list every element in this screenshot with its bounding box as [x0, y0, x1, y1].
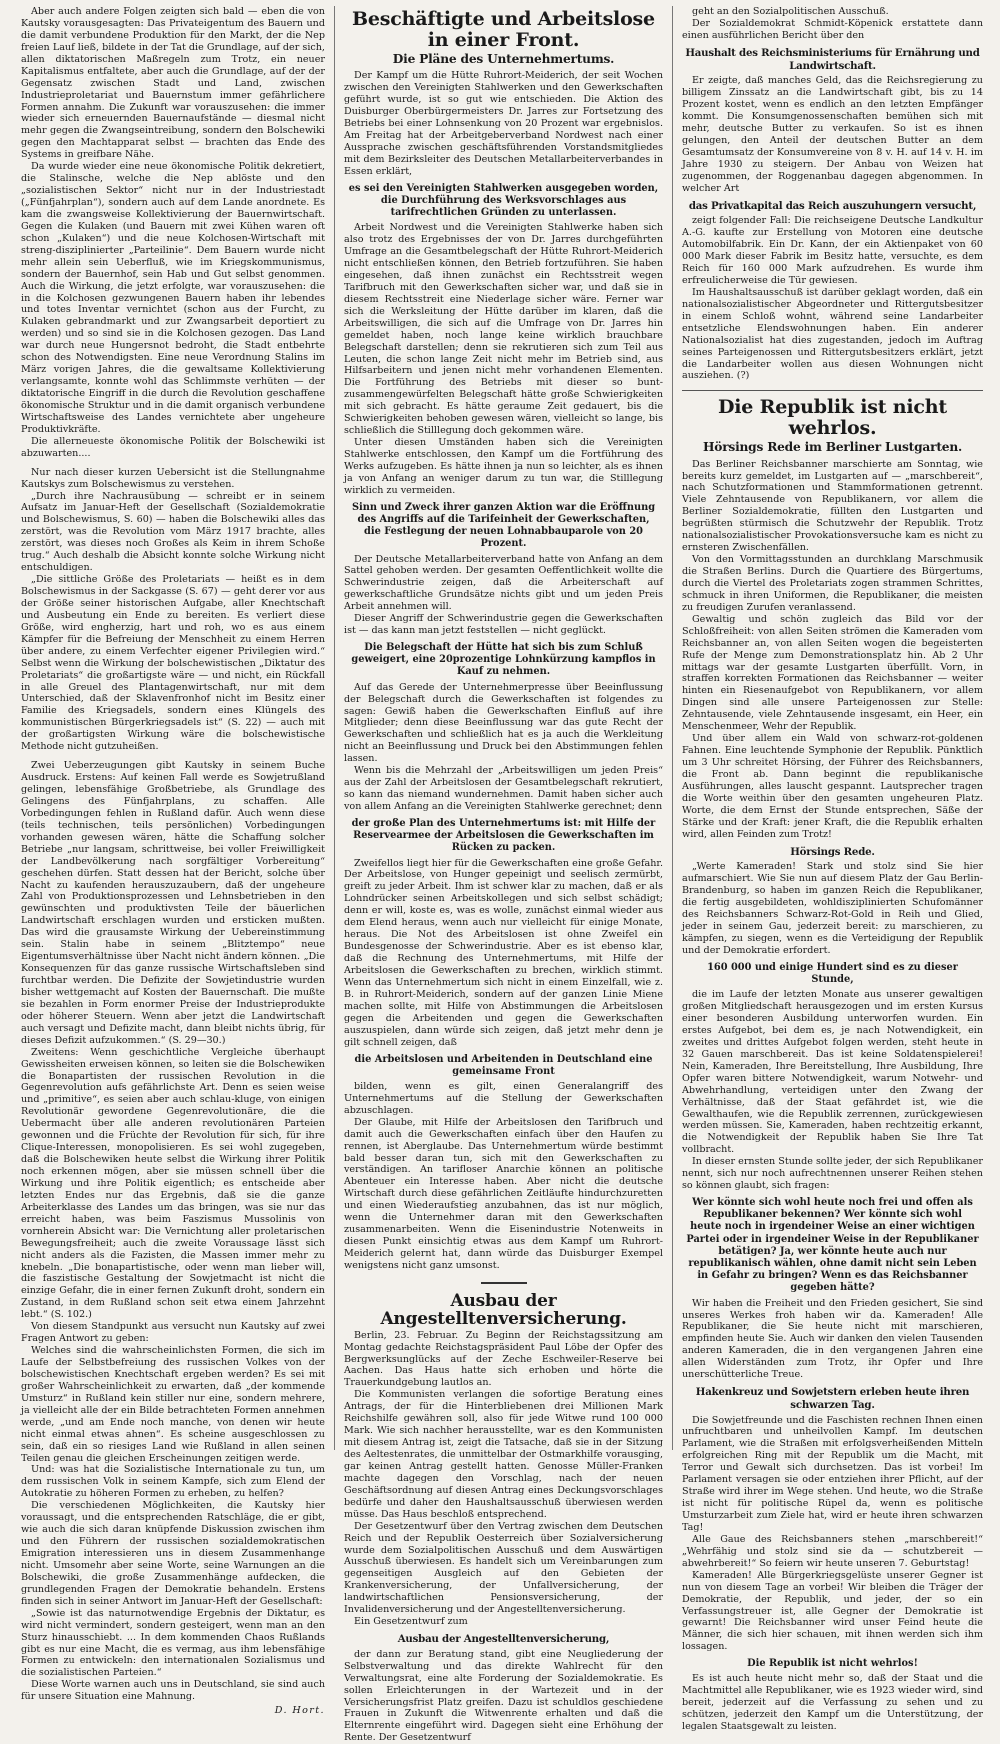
- paragraph: Der Kampf um die Hütte Ruhrort-Meiderich, der seit Wochen zwischen den Vereinigten Stahlwerken und den Gewerkschaften geführt wurde, ist so gut wie entschieden. Die Aktion des Duisburger Oberbürgermeisters Dr. Jarres zur Fortsetzung des Betriebs bei einer Lohnsenkung von 20 Prozent war ergebnislos. Am Freitag hat der Arbeitgeberverband Nordwest nach einer Aussprache zwischen geschäftsführenden Vorstandsmitgliedes mit dem Bezirksleiter des Deutschen Metallarbeiterverbandes in Essen erklärt,: [344, 70, 663, 177]
- paragraph: Der Sozialdemokrat Schmidt-Köpenick erstattete dann einen ausführlichen Bericht über den: [682, 17, 983, 41]
- paragraph: Unter diesen Umständen haben sich die Vereinigten Stahlwerke entschlossen, den Kampf um die Fortführung des Werks aufzugeben. Es hätte ihnen ja nun so leichter, als es ihnen ja von Anfang an weniger darum zu tun war, die Stilllegung wirklich zu vermeiden.: [344, 437, 663, 496]
- column-left: [12, 6, 334, 1717]
- paragraph: Wenn bis die Mehrzahl der „Arbeitswilligen um jeden Preis“ aus der Zahl der Arbeitslosen der Gesamtbelegschaft rekrutiert, so kann das niemand wundernehmen. Damit haben sicher auch von allem Anfang an die Vereinigten Stahlwerke gerechnet; denn: [344, 765, 663, 813]
- article-subheadline: Ausbau der Angestelltenversicherung,: [397, 1633, 610, 1646]
- paragraph: Zwei Ueberzeugungen gibt Kautsky in seinem Buche Ausdruck. Erstens: Auf keinen Fall werde es Sowjetrußland gelingen, lebensfähige Großbetriebe, als Grundlage des Gelingens des Fünfjahrplans, zu schaffen. Alle Vorbedingungen fehlen in Rußland dafür. Auch wenn diese (teils technischen, teils persönlichen) Vorbedingungen vorhanden gewesen wären, hätte die Schaffung solcher Betriebe „nur langsam, schrittweise, bei voller Freiwilligkeit der Landbevölkerung nach sorgfältiger Vorbereitung“ geschehen dürfen. Statt dessen hat der Bericht, solche über Nacht zu kaufenden herauszuzaubern, daß der ungeheure Zahl von Produktionsprozessen und Lehnsbetrieben in den gewünschten und produktivsten Teile der bäuerlichen Landwirtschaft erschlagen wurden und ersticken mußten. Das wird die grausamste Wirkung der Uebereinstimmung sein. Stalin habe in seinem „Blitztempo“ neue Eigentumsverhältnisse über Nacht nicht ändern können. „Die Konsequenzen für das ganze russische Wirtschaftsleben sind furchtbar werden. Die Defizite der Sowjetindustrie wurden bisher wettgemacht auf Kosten der Bauernschaft. Die mußte sie bezahlen in Form enormer Preise der Industrieprodukte oder höherer Steuern. Wenn aber jetzt die Landwirtschaft auch versagt und Defizite macht, dann bleibt nichts übrig, für dieses Defizit aufzukommen.“ (S. 29—30.): [21, 760, 325, 1046]
- section-subheadline: Hakenkreuz und Sowjetstern erleben heute ihren schwarzen Tag.: [695, 1386, 970, 1411]
- paragraph: Und: was hat die Sozialistische Internationale zu tun, um dem russischen Volk in seinem Kampfe, sich zum Elend der Autokratie zu höheren Formen zu erheben, zu helfen?: [21, 1464, 325, 1500]
- article-subheadline: Die Pläne des Unternehmertums.: [392, 52, 615, 67]
- paragraph: Arbeit Nordwest und die Vereinigten Stahlwerke haben sich also trotz des Ergebnisses der von Dr. Jarres durchgeführten Umfrage an die Gesamtbelegschaft der Hütte Ruhrort-Meiderich nicht entschließen können, den Betrieb fortzuführen. Sie haben eingesehen, daß ihnen zunächst ein Rechtsstreit wegen Tarifbruch mit den Gewerkschaften sicher war, und daß sie in diesem Rechtsstreit eine Niederlage sicher wäre. Ferner war sich die Werksleitung der Hütte darüber im klaren, daß die Arbeitswilligen, die sich auf die Umfrage von Dr. Jarres hin gemeldet haben, noch lange keine wirklich brauchbare Belegschaft darstellen; denn sie rekrutieren sich zum Teil aus Leuten, die schon lange Zeit nicht mehr im Betrieb sind, aus Hilfsarbeitern und jenen nicht mehr vorhandenen Elementen. Die Fortführung des Betriebs mit dieser so bunt-zusammengewürfelten Belegschaft hätte große Schwierigkeiten mit sich gebracht. Es hätte geraume Zeit gedauert, bis die Schwierigkeiten behoben gewesen wären, vielleicht so lange, bis schließlich die Stilllegung doch gekommen wäre.: [344, 222, 663, 437]
- paragraph: geht an den Sozialpolitischen Ausschuß.: [692, 6, 889, 17]
- paragraph: Zweifellos liegt hier für die Gewerkschaften eine große Gefahr. Der Arbeitslose, von Hunger gepeinigt und seelisch zermürbt, greift zu jeder Arbeit. Ihm ist schwer klar zu machen, daß er als Lohndrücker seinen Arbeitskollegen und sich selbst schädigt; denn er will, koste es, was es wolle, zunächst einmal wieder aus dem Elend heraus, wenn auch nur vielleicht für einige Monate, heraus. Die Not des Arbeitslosen ist ohne Zweifel ein Bundesgenosse der Schwerindustrie. Aber es ist ebenso klar, daß die Rechnung des Unternehmertums, mit Hilfe der Arbeitslosen die Gewerkschaften zu brechen, wirklich stimmt. Wenn das Unternehmertum sich nicht in einem Einzelfall, wie z. B. in Ruhrort-Meiderich, sondern auf der ganzen Linie Miene machen sollte, mit Hilfe von Abstimmungen die Arbeitslosen gegen die Arbeitenden und gegen die Gewerkschaften auszuspielen, dann würde sich zeigen, daß jetzt mehr denn je gilt schnell zeigen, daß: [344, 857, 663, 1048]
- paragraph: In dieser ernsten Stunde sollte jeder, der sich Republikaner nennt, sich nur noch aufrechtnennen unserer Reihen stehen so können glaubt, sich fragen:: [682, 1156, 983, 1192]
- paragraph: Alle Gaue des Reichsbanners stehen „marschbereit!“ „Wehrfähig und stolz sind sie da — schutzbereit — abwehrbereit!“ So feiern wir heute unseren 7. Geburtstag!: [682, 1533, 983, 1569]
- paragraph: Die Kommunisten verlangen die sofortige Beratung eines Antrags, der für die Hinterbliebenen drei Millionen Mark Reichshilfe gewähren soll, also für jede Witwe rund 100 000 Mark. Wie sich nachher herausstellte, war es den Kommunisten mit diesem Antrag ist, zeigt die Tatsache, daß sie in der Sitzung des Aeltestenrates, die unmittelbar der Ostmarkhilfe vorausging, gar keinen Antrag gestellt hatten. Genosse Müller-Franken machte dagegen den Vorschlag, nach der neuen Geschäftsordnung auf diesen Antrag eines Deckungsvorschlages bedürfe und daher den Haushaltsausschuß überwiesen werden müsse. Das Haus beschloß entsprechend.: [344, 1389, 663, 1520]
- paragraph: Und über allem ein Wald von schwarz-rot-goldenen Fahnen. Eine leuchtende Symphonie der Republik. Pünktlich um 3 Uhr schreitet Hörsing, der Führer des Reichsbanners, die Front ab. Dann beginnt die republikanische Ausführungen, alles lauscht gespannt. Lautsprecher tragen die Worte weithin über den gesamten ungeheuren Platz. Worte, die dem Ernst der Stunde entsprechen, Säße der Stärke und der Kraft: jener Kraft, die die Republik erhalten wird, allen Feinden zum Trotz!: [682, 733, 983, 840]
- paragraph: Aber auch andere Folgen zeigten sich bald — eben die von Kautsky vorausgesagten: Das Privateigentum des Bauern und die damit verbundene Produktion für den Markt, der die Nep freien Lauf ließ, bildete in der Tat die Grundlage, auf der sich, allen diktatorischen Maßregeln zum Trotz, ein neuer Kapitalismus entfaltete, aber auch die Grundlage, auf der der Gegensatz zwischen Stadt und Land, zwischen Industrieproletariat und Bauernstum immer gefährlichere Formen annahm. Die Zukunft war vorauszusehen: die immer wieder sich erneuernden Bauernaufstände — diesmal nicht mehr gegen die Zwangseintreibung, sondern den Bolschewiki gegen den Machtapparat selbst — brachten das Ende des Systems in greifbare Nähe.: [21, 6, 325, 161]
- paragraph: bilden, wenn es gilt, einen Generalangriff des Unternehmertums auf die Stellung der Gewerkschaften abzuschlagen.: [344, 1080, 663, 1116]
- column-right: [672, 6, 992, 1733]
- paragraph: Dieser Angriff der Schwerindustrie gegen die Gewerkschaften ist — das kann man jetzt feststellen — nicht geglückt.: [344, 613, 663, 637]
- paragraph: Welches sind die wahrscheinlichsten Formen, die sich im Laufe der Selbstbefreiung des russischen Volkes von der bolschewistischen Knechtschaft ergeben werden? Es sei mit großer Wahrscheinlichkeit zu erwarten, daß „der kommende Umsturz“ in Rußland kein stiller nur eine, sondern mehrere, ja vielleicht alle der ein Bilde betrachteten Formen annehmen werde, „und am Ende noch manche, von denen wir heute nicht einmal etwas ahnen“. Es scheine ausgeschlossen zu sein, daß ein so riesiges Land wie Rußland in allen seinen Teilen genau die gleichen Erscheinungen zeitigen werde.: [21, 1345, 325, 1464]
- paragraph: Diese Worte warnen auch uns in Deutschland, sie sind auch für unsere Situation eine Mahnung.: [21, 1679, 325, 1703]
- paragraph: Kameraden! Alle Bürgerkriegsgelüste unserer Gegner ist nun von diesem Tage an vorbei! Wir bleiben die Träger der Demokratie, der Republik, und jeder, der so ein Verfassungstreuer ist, alle Gegner der Demokratie ist gewarnt! Die Reichsbanner wird unser Feind heute die Männer, die sich hier schauen, mit ihnen werden sich ihm lossagen.: [682, 1569, 983, 1653]
- paragraph: Wir haben die Freiheit und den Frieden gesichert, Sie sind unseres Werkes froh haben wir da. Kameraden! Alle Republikaner, die Sie heute nicht mit marschieren, empfinden heute Sie. Auch wir danken den vielen Tausenden anderen Kameraden, die in den vergangenen Jahren eine allen Widerständen zum Trotz, ihr Opfer und Ihre unerschütterliche Treue.: [682, 1297, 983, 1381]
- paragraph: Ein Gesetzentwurf zum: [354, 1616, 468, 1628]
- paragraph: Da wurde wieder eine neue ökonomische Politik dekretiert, die Stalinsche, welche die Nep ablöste und den „sozialistischen Sektor“ nicht nur in der Industriestadt („Fünfjahrplan“), sondern auch auf dem Lande anordnete. Es kam die zwangsweise Kollektivierung der Bauernwirtschaft. Gegen die Kulaken (und Bauern mit zwei Kühen waren oft schon „Kulaken“) und die neue Kolchosen-Wirtschaft mit streng-disziplinierter „Parteilinie“. Dem Bauern wurde nicht mehr allein sein Ueberfluß, wie im Kriegskommunismus, sondern der Bauernhof, sein Hab und Gut selbst genommen. Auch die Wirkung, die jetzt erfolgte, war vorauszusehen: die in die Kolchosen gezwungenen Bauern haben ihr lebendes und totes Inventar vernichtet (schon aus der Furcht, zu Kulaken gebrandmarkt und zur Zwangsarbeit deportiert zu werden) und so sind sie in die Kolchosen gezogen. Das Land war durch neue Hungersnot bedroht, die Stadt entbehrte schon des Notwendigsten. Eine neue Verordnung Stalins im März vorigen Jahres, die die gewaltsame Kollektivierung verlangsamte, konnte wohl das Schlimmste verhüten — der diktatorische Eingriff in die durch die Revolution geschaffene ökonomische Struktur und in die damit organisch verbundene Wirtschaftsweise des Landes vernichtete aber ungeheure Produktivkräfte.: [21, 161, 325, 435]
- paragraph: Zweitens: Wenn geschichtliche Vergleiche überhaupt Gewissheiten erweisen können, so leiten sie die Bolschewiken die Bonapartisten der russischen Revolution in die Gegenrevolution aufs gefährlichste Art. Denn es seien weise und „primitive“, es seien aber auch schlau-kluge, von einigen Revolutionär gewordene Gegenrevolutionäre, die die Uebermacht über alle anderen revolutionären Parteien gewonnen und die Früchte der Revolution für sich, für ihre Clique-Interessen, monopolisieren. Es sei wohl zugegeben, daß die Bolschewiken heute selbst die Wirkung ihrer Politik noch erkennen mögen, aber sie müssen schnell über die Wirkung und ihre Politik eigentlich; es entscheide aber letzten Endes nur das Ergebnis, daß sie die ganze Arbeiterklasse des Landes um das bringen, was sie nur das erreicht haben, was beim Faszismus Mussolinis von vornherein Absicht war: Die Vernichtung aller proletarischen Bewegungsfreiheit; auch die zweite Voraussage lässt sich nicht anders als die Fazisten, die Massen immer mehr zu knebeln. „Die bonapartistische, oder wenn man lieber will, die faszistische Gestaltung der Sowjetmacht ist nicht die einzige Gefahr, die in einer fernen Zukunft droht, sondern ein Zustand, in dem Rußland schon seit etwa einem Jahrzehnt lebt.“ (S. 102.): [21, 1046, 325, 1321]
- article-headline: Die Republik ist nicht wehrlos.: [718, 396, 947, 439]
- paragraph: die im Laufe der letzten Monate aus unserer gewaltigen großen Mitgliedschaft herausgezogen und im ersten Kursus einer besonderen Ausbildung unterworfen wurden. Ein erstes Aufgebot, bei dem es, je nach Notwendigkeit, ein zweites und drittes Aufgebot folgen werden, steht heute in 32 Gauen marschbereit. Das ist keine Soldatenspielerei! Nein, Kameraden, Ihre Bereitstellung, Ihre Ausbildung, Ihre Opfer waren bittere Notwendigkeit, warum Notwehr- und Abwehrhandlung, verteidigen unter den Zwang der Verhältnisse, daß der Staat gefährdet ist, wie die Gewalthaufen, wie die Republik zerrennen, zurückgewiesen werden müssen. Sie, Kameraden, haben rechtzeitig erkannt, die Notwendigkeit der Republik haben Sie Ihre Tat vollbracht.: [682, 989, 983, 1156]
- emphasis-block: 160 000 und einige Hundert sind es zu dieser Stunde,: [707, 961, 958, 985]
- author-signature: D. Hort.: [274, 1705, 325, 1717]
- section-subheadline: Hörsings Rede.: [790, 845, 875, 858]
- paragraph: Der Deutsche Metallarbeiterverband hatte von Anfang an dem Sattel gehoben werden. Der gesamten Oeffentlichkeit wollte die Schwerindustrie zeigen, daß die Arbeiterschaft auf gewerkschaftliche Grundsätze nichts gibt und um jeden Preis Arbeit annehmen will.: [344, 553, 663, 613]
- emphasis-block: es sei den Vereinigten Stahlwerken ausgegeben worden, die Durchführung des Werksvorschlages aus tarifrechtlichen Gründen zu unterlassen.: [348, 182, 659, 219]
- paragraph: Nur nach dieser kurzen Uebersicht ist die Stellungnahme Kautskys zum Bolschewismus zu verstehen.: [21, 466, 325, 490]
- article-headline: Beschäftigte und Arbeitslose in einer Front.: [352, 8, 655, 51]
- article-subheadline: Hörsings Rede im Berliner Lustgarten.: [702, 440, 963, 455]
- emphasis-block: Sinn und Zweck ihrer ganzen Aktion war die Eröffnung des Angriffs auf die Tarifeinheit der Gewerkschaften, die Festlegung der neuen Lohnabbauparole von 20 Prozent.: [351, 501, 656, 550]
- column-middle: [334, 6, 672, 1744]
- emphasis-block: die Arbeitslosen und Arbeitenden in Deutschland eine gemeinsame Front: [354, 1053, 653, 1077]
- emphasis-block: Die Republik ist nicht wehrlos!: [747, 1658, 918, 1670]
- article-headline: Ausbau der Angestelltenversicherung.: [380, 1290, 627, 1330]
- article-divider: [682, 390, 983, 391]
- paragraph: Es ist auch heute nicht mehr so, daß der Staat und die Machtmittel alle Republikaner, wie es 1923 wieder wird, sind bereit, jederzeit auf die Verfassung zu sehen und zu schützen, jederzeit den Kampf um die Unterstützung, der legalen Staatsgewalt zu leisten.: [682, 1673, 983, 1733]
- paragraph: Von diesem Standpunkt aus versucht nun Kautsky auf zwei Fragen Antwort zu geben:: [21, 1321, 325, 1345]
- paragraph: Der Gesetzentwurf über den Vertrag zwischen dem Deutschen Reich und der Republik Oesterreich über Sozialversicherung wurde dem Sozialpolitischen Ausschuß und dem Auswärtigen Ausschuß überwiesen. Es handelt sich um Vereinbarungen zum gegenseitigen Ausgleich auf den Gebieten der Krankenversicherung, der Unfallversicherung, der landwirtschaftlichen Pensionsversicherung, der Invalidenversicherung und der Angestelltenversicherung.: [344, 1520, 663, 1616]
- emphasis-block: Die Belegschaft der Hütte hat sich bis zum Schluß geweigert, eine 20prozentige Lohnkürzung kampflos in Kauf zu nehmen.: [351, 642, 656, 678]
- paragraph: „Sowie ist das naturnotwendige Ergebnis der Diktatur, es wird nicht vermindert, sondern gesteigert, wenn man an den Sturz hinausschiebt. ... In dem kommenden Chaos Rußlands gibt es nur eine Macht, die es vermag, aus ihm lebensfähige Formen zu entwickeln: den internationalen Sozialismus und die sozialistischen Parteien.“: [21, 1607, 325, 1679]
- paragraph: Von den Vormittagsstunden an durchklang Marschmusik die Straßen Berlins. Durch die Quartiere des Bürgertums, durch die Viertel des Proletariats zogen strammen Schrittes, schmuck in ihren Uniformen, die Republikaner, die meisten zu freudigen Zurufen veranlassend.: [682, 554, 983, 613]
- section-subheadline: Haushalt des Reichsministeriums für Ernährung und Landwirtschaft.: [685, 46, 980, 72]
- paragraph: Auf das Gerede der Unternehmerpresse über Beeinflussung der Belegschaft durch die Gewerkschaften ist folgendes zu sagen: Gewiß haben die Gewerkschaften Einfluß auf ihre Mitglieder; denn diese Beeinflussung war das gute Recht der Gewerkschaften und schließlich hat es ja auch die Werkleitung nicht an Beeinflussung und Druck bei den Abstimmungen fehlen lassen.: [344, 681, 663, 765]
- paragraph: Die verschiedenen Möglichkeiten, die Kautsky hier voraussagt, und die entsprechenden Ratschläge, die er gibt, wie auch die sich daran knüpfende Diskussion zwischen ihm und den Führern der russischen sozialdemokratischen Emigration interessieren uns in diesem Zusammenhange nicht. Umsomehr aber seine Worte, seine Warnungen an die Bolschewiki, die große Zusammenhänge aufdecken, die grundlegenden Fragen der Demokratie behandeln. Erstens finden sich in seiner Antwort im Januar-Heft der Gesellschaft:: [21, 1500, 325, 1607]
- paragraph: „Die sittliche Größe des Proletariats — heißt es in dem Bolschewismus in der Sackgasse (S. 67) — geht derer vor aus der Größe seiner historischen Aufgabe, aller Knechtschaft und Ausbeutung ein Ende zu bereiten. Es verliert diese Größe, wird engherzig, hart und roh, wo es aus einem Kämpfer für die Befreiung der Menschheit zu einem Herren über andere, zu einem Verfechter eigener Privilegien wird.“ Selbst wenn die Wirkung der bolschewistischen „Diktatur des Proletariats“ die großartigste wäre — und nicht, ein Rückfall in alle Greuel des Plantagenwirtschaft, nur mit dem Unterschied, daß der Sklavenfronhof nicht im Besitz einer Familie des Kriegsadels, sondern eines Klüngels des kommunistischen Bürgerkriegsadels ist“ (S. 22) — auch mit der großartigsten Wirkung wäre die bolschewistische Methode nicht gutzuheißen.: [21, 574, 325, 753]
- emphasis-block: Wer könnte sich wohl heute noch frei und offen als Republikaner bekennen? Wer könnte sich wohl heute noch in irgendeiner Weise an einer wichtigen Partei oder in irgendeiner Weise in der Republikaner betätigen? Ja, wer könnte heute auch nur republikanisch wählen, ohne damit nicht sein Leben in Gefahr zu bringen? Wenn es das Reichsbanner gegeben hätte?: [686, 1197, 979, 1294]
- paragraph: Er zeigte, daß manches Geld, das die Reichsregierung zu billigem Zinssatz an die Landwirtschaft gibt, bis zu 14 Prozent kostet, wenn es endlich an den letzten Empfänger kommt. Die Konsumgenossenschaften bemühen sich mit mehr, deutsche Butter zu verkaufen. So ist es ihnen gelungen, den Anteil der deutschen Butter an dem Gesamtumsatz der Konsumvereine von 8 v. H. auf 14 v. H. im Jahre 1930 zu steigern. Der Anbau von Weizen hat zugenommen, der Roggenanbau dagegen abgenommen. In welcher Art: [682, 75, 983, 194]
- paragraph: der dann zur Beratung stand, gibt eine Neugliederung der Selbstverwaltung und das direkte Wahlrecht für den Verwaltungsrat, eine alte Forderung der Sozialdemokratie. Es sollen Erleichterungen in der Wartezeit und in der Versicherungsfrist Platz greifen. Dazu ist schuldlos geschiedene Frauen in Zukunft die Witwenrente erhalten und daß die Elternrente eingeführt wird. Dagegen sieht eine Erhöhung der Rente. Der Gesetzentwurf: [344, 1648, 663, 1744]
- paragraph: Die allerneueste ökonomische Politik der Bolschewiki ist abzuwarten....: [21, 435, 325, 459]
- article-divider: [481, 1282, 527, 1284]
- paragraph: Das Berliner Reichsbanner marschierte am Sonntag, wie bereits kurz gemeldet, im Lustgarten auf — „marschbereit“, nach Schutzformationen und Stammformationen getrennt. Viele Zehntausende von Republikanern, vor allem die Berliner Sozialdemokratie, füllten den Lustgarten und begrüßten stürmisch die Schutzwehr der Republik. Trotz nationalsozialistischer Provokationsversuche kam es nicht zu ernsteren Zwischenfällen.: [682, 458, 983, 554]
- paragraph: „Werte Kameraden! Stark und stolz sind Sie hier aufmarschiert. Wie Sie nun auf diesem Platz der Gau Berlin-Brandenburg, so haben im ganzen Reich die Republikaner, die fertig ausgebildeten, wohldisziplinierten Schufomänner des Reichsbanners Schwarz-Rot-Gold in Reih und Glied, jeder in seinem Gau, jederzeit bereit: zu marschieren, zu kämpfen, zu siegen, wenn es die Verteidigung der Republik und der Demokratie erfordert.: [682, 861, 983, 956]
- paragraph: „Durch ihre Nachrausübung — schreibt er in seinem Aufsatz im Januar-Heft der Gesellschaft (Sozialdemokratie und Bolschewismus, S. 60) — haben die Bolschewiki alles das zerstört, was die Revolution vom März 1917 brachte, alles zerstört, was dieses noch Großes als Keim in ihrem Schoße trug.“ Auch deshalb die Absicht konnte solche Wirkung nicht entschuldigen.: [21, 490, 325, 574]
- paragraph: Die Sowjetfreunde und die Faschisten rechnen Ihnen einen unfruchtbaren und unheilvollen Kampf. Im deutschen Parlament, wie die Straßen mit erfolgsverheißenden Mitteln erfolgreichen Ring mit der Republik um die Macht, mit Terror und Gewalt sich durchsetzen. Das ist vorbei! Im Parlament versagen sie oder entziehen ihrer Pflicht, auf der Straße wird ihrer im Wege stehen. Und heute, wo die Straße ist nicht für politische Rüpel da, wenn es politische Umsturzarbeit zum Ziele hat, wird er heute ihren schwarzen Tag!: [682, 1414, 983, 1533]
- paragraph: Der Glaube, mit Hilfe der Arbeitslosen den Tarifbruch und damit auch die Gewerkschaften einfach über den Haufen zu rennen, ist Aberglaube. Das Unternehmertum würde bestimmt bald besser daran tun, sich mit den Gewerkschaften zu verständigen. An tarifloser Anarchie können an politische Abenteuer ein Interesse haben. Aber nicht die deutsche Wirtschaft durch diese gefährlichen Zeitläufte hindurchzuretten und einen Wiederaufstieg anzubahnen, das ist nur möglich, wenn die Unternehmer daran mit den Gewerkschaften zusammenarbeiten. Wenn die Eisenindustrie Notenweits in diesen Punkt einsichtig etwas aus dem Kampf um Ruhrort-Meiderich gelernt hat, dann würde das Duisburger Exempel wenigstens nicht ganz umsonst.: [344, 1116, 663, 1271]
- paragraph: zeigt folgender Fall: Die reichseigene Deutsche Landkultur A.-G. kaufte zur Erstellung von Motoren eine deutsche Automobilfabrik. Ein Dr. Kann, der ein Aktienpaket von 60 000 Mark dieser Fabrik im Besitz hatte, versuchte, es dem Reich für 160 000 Mark aufzudrehen. Es wurde ihm erfreulicherweise die Tür gewiesen.: [682, 215, 983, 286]
- paragraph: Berlin, 23. Februar. Zu Beginn der Reichstagssitzung am Montag gedachte Reichstagspräsident Paul Löbe der Opfer des Bergwerksunglücks auf der Zeche Eschweiler-Reserve bei Aachen. Das Haus hatte sich erhoben und hörte die Trauerkundgebung lautlos an.: [344, 1329, 663, 1389]
- paragraph: Gewaltig und schön zugleich das Bild vor der Schloßfreiheit: von allen Seiten strömen die Kameraden vom Reichsbanner an, von allen Seiten wogen die begeisterten Rufe der Menge zum Demonstrationsplatz hin. Ab 2 Uhr mittags war der gesamte Lustgarten überfüllt. Vorn, in straffen korrekten Formationen das Reichsbanner — weiter hinten ein Riesenaufgebot von Republikanern, vor allem Dingen sind alle unsere Parteigenossen zur Stelle: Zehntausende, viele Zehntausende insgesamt, ein Heer, ein Menschenmeer, Wehr der Republik.: [682, 613, 983, 733]
- emphasis-block: der große Plan des Unternehmertums ist: mit Hilfe der Reservearmee der Arbeitslosen die Gewerkschaften im Rücken zu packen.: [351, 817, 656, 854]
- section-subheadline: das Privatkapital das Reich auszuhungern versucht,: [688, 199, 977, 212]
- paragraph: Im Haushaltsausschuß ist darüber geklagt worden, daß ein nationalsozialistischer Abgeordneter und Rittergutsbesitzer in einem Schloß wohnt, während seine Landarbeiter entsetzliche Elendswohnungen haben. Ein anderer Nationalsozialist hat dies zugestanden, jedoch im Auftrag seines Parteigenossen und Rittergutsbesitzers erklärt, jetzt die Landarbeiter wollen aus diesen Wohnungen nicht ausziehen. (?): [682, 286, 983, 382]
